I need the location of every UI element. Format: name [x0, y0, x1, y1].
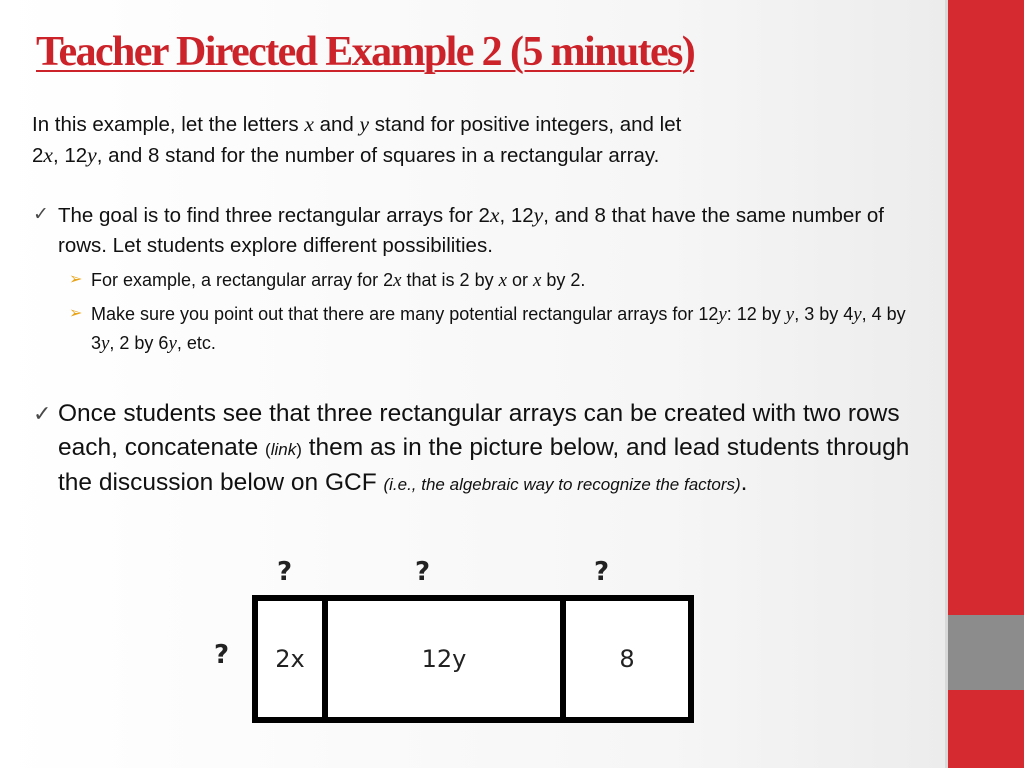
math-var-x: x: [489, 203, 500, 227]
math-var-y: y: [87, 143, 97, 167]
bullet-concatenate: [33, 397, 943, 502]
math-var-y: y: [785, 304, 795, 325]
sub-bullet-text: Make sure you point out that there are many potential rectangular arrays for 12: [91, 304, 719, 324]
math-var-y: y: [853, 304, 862, 325]
math-var-y: y: [718, 304, 727, 325]
intro-text: stand for positive integers, and let: [369, 113, 682, 136]
question-mark-12y: ?: [415, 557, 431, 587]
intro-text: , and 8 stand for the number of squares in a rectangular array.: [96, 144, 660, 167]
intro-paragraph: [32, 109, 932, 171]
bullet-text: The goal is to find three rectangular arrays for 2: [58, 204, 490, 227]
intro-text: , 12: [52, 144, 88, 167]
math-var-y: y: [359, 112, 370, 136]
sub-bullet-text: or: [506, 270, 533, 290]
slide-title: Teacher Directed Example 2 (5 minutes): [36, 29, 695, 75]
sub-bullet-text: , 4 by 3: [91, 304, 906, 353]
math-var-y: y: [533, 203, 544, 227]
bullet-text: .: [740, 469, 748, 496]
bullet-goal: [33, 200, 938, 261]
bullet-text: , and 8 that have the same number of rows. Let students explore different possibilities.: [58, 204, 884, 257]
math-var-y: y: [168, 333, 177, 354]
math-var-x: x: [304, 112, 314, 136]
bullet-text: , 12: [499, 204, 534, 227]
side-bar-red-bottom: [948, 690, 1024, 768]
cell-12y: 12y: [328, 601, 566, 717]
sub-bullet-text: , 2 by 6: [109, 333, 169, 353]
link-paren: ): [296, 439, 302, 459]
array-row: [252, 595, 694, 723]
sub-bullet-text: For example, a rectangular array for 2: [91, 270, 394, 290]
link-paren: (: [265, 439, 271, 459]
sub-bullet-text: by 2.: [541, 270, 586, 290]
cell-2x: 2x: [258, 601, 328, 717]
bullet-text: Once students see that three rectangular arrays can be created with two rows each, concatenate: [58, 400, 900, 461]
math-var-x: x: [393, 270, 402, 291]
intro-text: In this example, let the letters: [32, 113, 305, 136]
link[interactable]: link: [270, 439, 297, 459]
question-mark-rows: ?: [214, 640, 230, 670]
bullet-text: them as in the picture below, and lead students through the discussion below on GCF: [58, 433, 910, 496]
intro-text: 2: [32, 144, 44, 167]
bullet-note: (i.e., the algebraic way to recognize the factors): [383, 475, 741, 494]
math-var-y: y: [101, 333, 110, 354]
math-var-x: x: [43, 143, 53, 167]
sub-bullet-text: , etc.: [176, 333, 216, 353]
question-mark-2x: ?: [277, 557, 293, 587]
arrow-right-icon: ➢: [69, 271, 83, 288]
sub-bullet-arrays: [69, 300, 931, 358]
math-var-x: x: [533, 270, 542, 291]
side-bar-red-top: [948, 0, 1024, 615]
sub-bullet-text: : 12 by: [726, 304, 786, 324]
sub-bullet-text: , 3 by 4: [794, 304, 854, 324]
intro-text: and: [313, 113, 360, 136]
cell-8: 8: [619, 645, 635, 673]
sub-bullet-example: [69, 266, 931, 295]
question-mark-8: ?: [594, 557, 610, 587]
check-icon: ✓: [33, 401, 52, 426]
math-var-x: x: [498, 270, 507, 291]
side-bar-gray: [948, 615, 1024, 690]
check-icon: ✓: [33, 204, 49, 225]
sub-bullet-text: that is 2 by: [401, 270, 499, 290]
arrow-right-icon: ➢: [69, 305, 83, 322]
